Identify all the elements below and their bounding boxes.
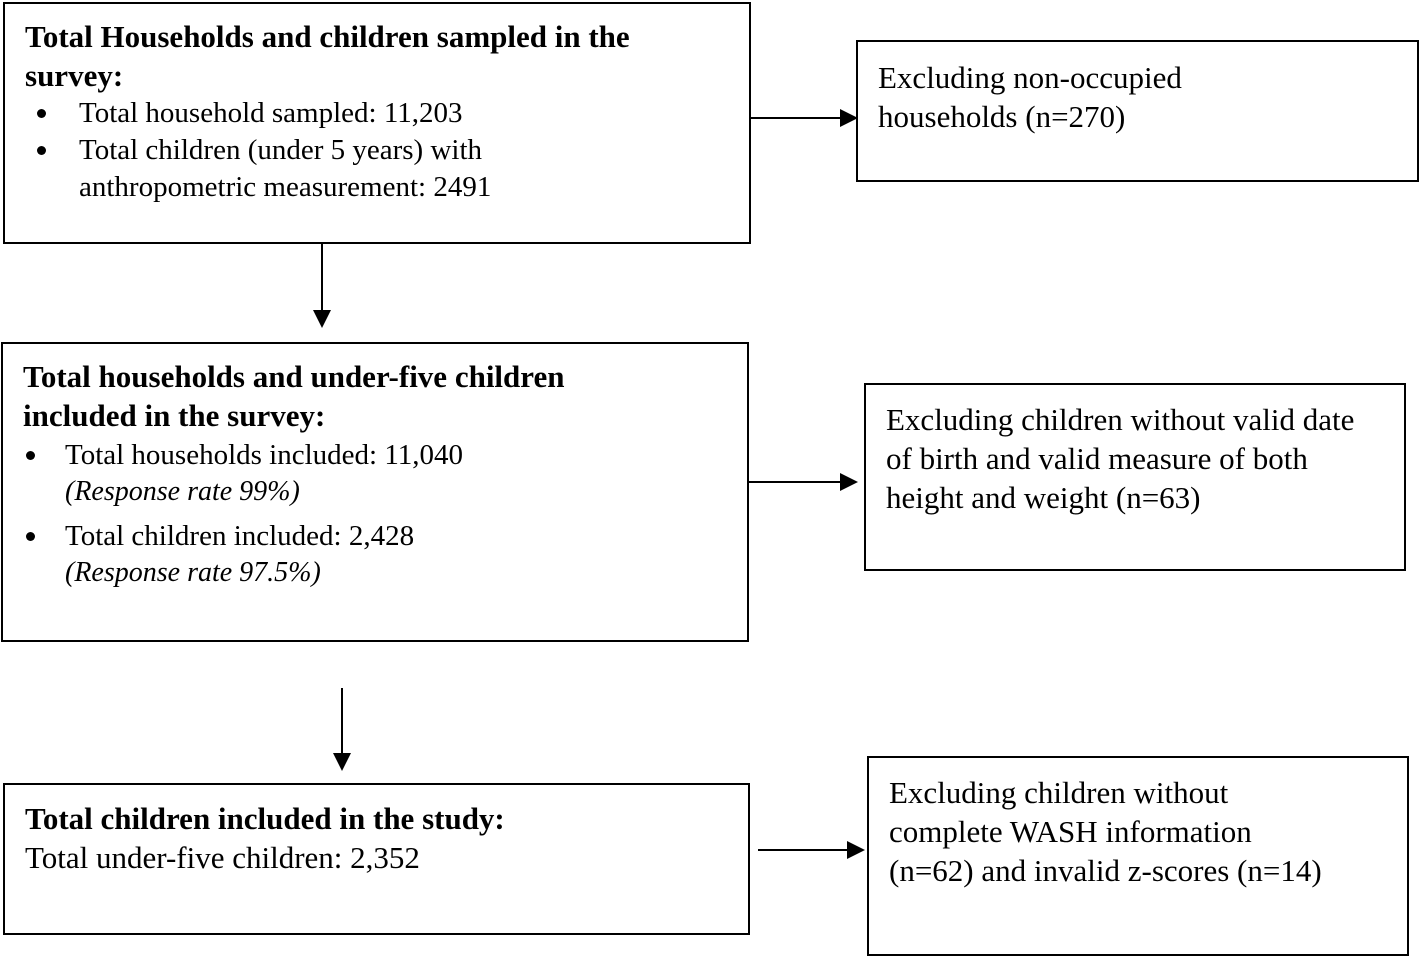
households-response-rate: (Response rate 99%) — [65, 476, 300, 507]
exclusion-1-text: Excluding non-occupied households (n=270) — [878, 60, 1182, 134]
children-in-study: Total under-five children: 2,352 — [25, 840, 420, 875]
box-included-study-title: Total children included in the study: — [25, 801, 505, 836]
box-sampled-title: Total Households and children sampled in the survey: — [25, 19, 630, 93]
children-included: Total children included: 2,428 — [65, 520, 415, 552]
households-included: Total households included: 11,040 — [65, 439, 464, 471]
box-included-survey-title: Total households and under-five children included in the survey: — [23, 359, 565, 433]
children-response-rate: (Response rate 97.5%) — [65, 557, 321, 588]
arrow-right-1 — [751, 109, 858, 127]
exclusion-2-text: Excluding children without valid date of birth and valid measure of both height and weight (n=63) — [886, 402, 1355, 515]
exclusion-3-text: Excluding children without complete WASH information (n=62) and invalid z-scores (n=14) — [889, 775, 1322, 888]
arrow-down-1 — [313, 244, 331, 328]
arrow-down-2 — [333, 688, 351, 771]
households-sampled: Total household sampled: 11,203 — [79, 97, 463, 129]
arrow-right-3 — [758, 841, 865, 859]
arrow-right-2 — [749, 473, 858, 491]
children-sampled: Total children (under 5 years) with anthropometric measurement: 2491 — [79, 134, 492, 203]
